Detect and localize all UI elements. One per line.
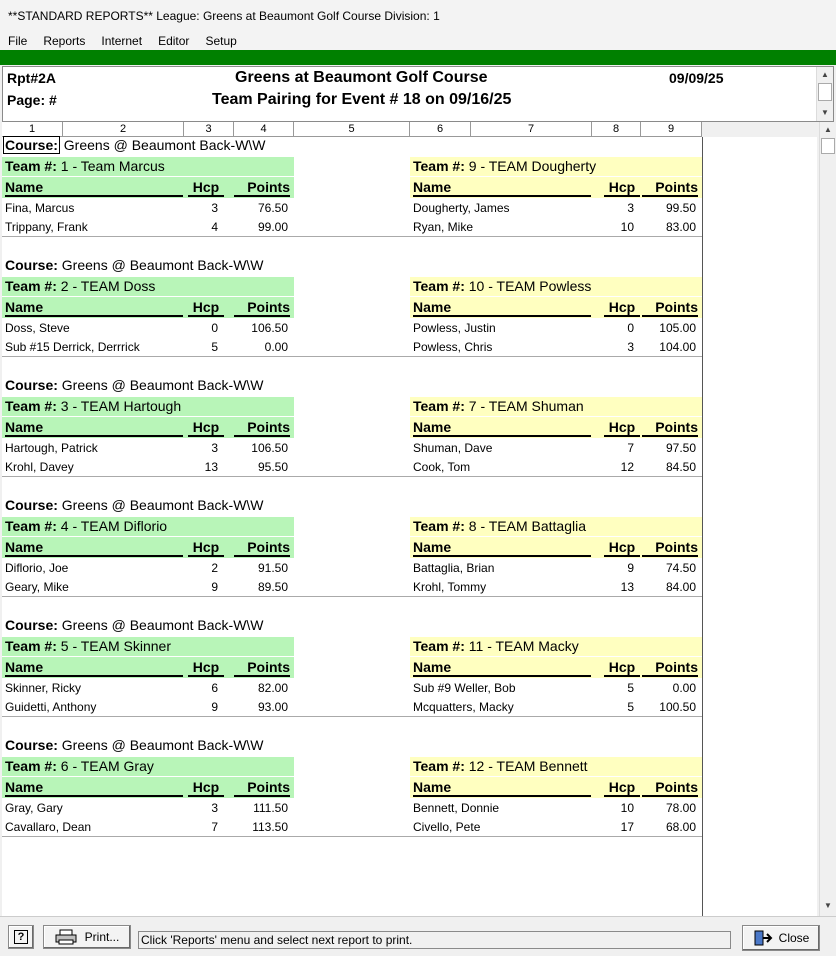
name-heading: Name: [413, 299, 591, 317]
report-id: Rpt#2A: [7, 70, 57, 86]
team-header: [410, 637, 702, 656]
points-heading: Points: [234, 779, 290, 797]
player-name: Civello, Pete: [413, 820, 481, 834]
player-row: [410, 218, 702, 237]
team-header: [410, 157, 702, 176]
course-label: Course:: [5, 137, 58, 153]
player-hcp: 3: [627, 340, 634, 354]
column-header: 4: [234, 122, 294, 136]
course-name: Greens @ Beaumont Back-W\W: [61, 617, 264, 633]
player-name: Gray, Gary: [5, 801, 63, 815]
hcp-heading: Hcp: [188, 539, 224, 557]
points-heading: Points: [642, 299, 698, 317]
player-row: [2, 218, 294, 237]
player-row: [410, 559, 702, 578]
player-hcp: 9: [627, 561, 634, 575]
team-label: Team #:: [413, 518, 465, 534]
column-headings: [2, 657, 294, 678]
name-heading: Name: [5, 419, 183, 437]
close-button[interactable]: [742, 925, 820, 951]
column-headings: [410, 657, 702, 678]
player-points: 113.50: [252, 820, 288, 834]
column-header: 3: [184, 122, 234, 136]
name-heading: Name: [5, 299, 183, 317]
course-line: [5, 137, 266, 153]
player-name: Diflorio, Joe: [5, 561, 69, 575]
player-row: [410, 679, 702, 698]
column-headings: [2, 777, 294, 798]
player-name: Cook, Tom: [413, 460, 471, 474]
column-header: 1: [2, 122, 63, 136]
player-hcp: 12: [620, 460, 634, 474]
player-name: Powless, Justin: [413, 321, 496, 335]
team-name: 11 - TEAM Macky: [468, 638, 579, 654]
name-heading: Name: [413, 179, 591, 197]
header-scrollbar[interactable]: [816, 67, 833, 121]
player-name: Dougherty, James: [413, 201, 510, 215]
player-name: Krohl, Tommy: [413, 580, 487, 594]
player-row: [2, 319, 294, 338]
menu-reports[interactable]: Reports: [43, 34, 86, 48]
column-headings: [410, 777, 702, 798]
status-message: Click 'Reports' menu and select next report to print.: [138, 931, 731, 949]
player-row: [410, 698, 702, 717]
player-name: Sub #15 Derrick, Derrrick: [5, 340, 140, 354]
column-headings: [410, 417, 702, 438]
player-name: Krohl, Davey: [5, 460, 74, 474]
points-heading: Points: [642, 779, 698, 797]
course-name: Greens @ Beaumont Back-W\W: [61, 497, 264, 513]
points-heading: Points: [642, 179, 698, 197]
player-hcp: 10: [620, 220, 634, 234]
scroll-down-icon[interactable]: ▼: [824, 901, 832, 910]
team-label: Team #:: [413, 758, 465, 774]
pairing-block: [2, 137, 702, 237]
column-ruler: [2, 122, 702, 137]
player-name: Doss, Steve: [5, 321, 70, 335]
player-points: 97.50: [665, 441, 696, 455]
accent-bar: [0, 50, 836, 65]
print-label: Print...: [84, 930, 120, 944]
player-row: [2, 698, 294, 717]
team-header: [410, 397, 702, 416]
column-header: 7: [471, 122, 592, 136]
player-hcp: 7: [211, 820, 218, 834]
player-hcp: 3: [211, 801, 218, 815]
points-heading: Points: [642, 419, 698, 437]
player-row: [410, 439, 702, 458]
player-hcp: 5: [627, 681, 634, 695]
hcp-heading: Hcp: [604, 179, 640, 197]
pairing-block: [2, 737, 702, 837]
player-hcp: 9: [211, 580, 218, 594]
course-name: Greens @ Beaumont Back-W\W: [61, 257, 264, 273]
column-header: 5: [294, 122, 410, 136]
team-name: 2 - TEAM Doss: [60, 278, 156, 294]
hcp-heading: Hcp: [604, 299, 640, 317]
player-row: [410, 578, 702, 597]
player-hcp: 4: [211, 220, 218, 234]
hcp-heading: Hcp: [188, 299, 224, 317]
player-points: 95.50: [257, 460, 288, 474]
scroll-down-icon[interactable]: ▼: [821, 108, 829, 117]
name-heading: Name: [413, 539, 591, 557]
player-points: 68.00: [665, 820, 696, 834]
team-label: Team #:: [5, 518, 57, 534]
player-name: Mcquatters, Macky: [413, 700, 514, 714]
column-header: 9: [641, 122, 702, 136]
report-subtitle: Team Pairing for Event # 18 on 09/16/25: [212, 91, 512, 108]
player-points: 89.50: [257, 580, 288, 594]
column-headings: [410, 177, 702, 198]
player-points: 0.00: [672, 681, 696, 695]
player-row: [410, 199, 702, 218]
course-label: Course:: [5, 377, 58, 393]
team-header: [2, 757, 294, 776]
player-row: [2, 578, 294, 597]
report-title: Greens at Beaumont Golf Course: [235, 69, 488, 86]
player-row: [2, 818, 294, 837]
player-name: Skinner, Ricky: [5, 681, 82, 695]
player-points: 105.00: [659, 321, 696, 335]
player-row: [2, 559, 294, 578]
course-label: Course:: [5, 497, 58, 513]
team-label: Team #:: [5, 278, 57, 294]
player-points: 100.50: [659, 700, 696, 714]
team-header: [410, 517, 702, 536]
course-line: [5, 617, 264, 633]
hcp-heading: Hcp: [188, 179, 224, 197]
player-hcp: 17: [620, 820, 634, 834]
team-header: [410, 757, 702, 776]
player-points: 99.00: [257, 220, 288, 234]
course-label: Course:: [5, 257, 58, 273]
player-name: Sub #9 Weller, Bob: [413, 681, 516, 695]
team-name: 10 - TEAM Powless: [468, 278, 592, 294]
player-points: 111.50: [253, 801, 288, 815]
player-name: Bennett, Donnie: [413, 801, 500, 815]
player-points: 99.50: [665, 201, 696, 215]
player-points: 106.50: [251, 321, 288, 335]
pairing-block: [2, 257, 702, 357]
pairing-block: [2, 617, 702, 717]
team-label: Team #:: [413, 638, 465, 654]
course-label: Course:: [5, 617, 58, 633]
player-name: Geary, Mike: [5, 580, 69, 594]
team-name: 8 - TEAM Battaglia: [468, 518, 587, 534]
player-hcp: 13: [204, 460, 218, 474]
course-line: [5, 257, 264, 273]
player-points: 83.00: [665, 220, 696, 234]
print-button[interactable]: [43, 925, 131, 949]
hcp-heading: Hcp: [604, 419, 640, 437]
team-header: [410, 277, 702, 296]
team-label: Team #:: [413, 398, 465, 414]
hcp-heading: Hcp: [188, 419, 224, 437]
player-row: [2, 199, 294, 218]
column-headings: [2, 537, 294, 558]
hcp-heading: Hcp: [604, 659, 640, 677]
column-headings: [2, 297, 294, 318]
course-name: Greens @ Beaumont Back-W\W: [61, 737, 264, 753]
player-hcp: 6: [211, 681, 218, 695]
hcp-heading: Hcp: [188, 779, 224, 797]
report-body: [2, 137, 817, 916]
team-label: Team #:: [5, 158, 57, 174]
team-label: Team #:: [413, 158, 465, 174]
player-row: [410, 319, 702, 338]
player-row: [2, 338, 294, 357]
team-header: [2, 517, 294, 536]
player-points: 0.00: [264, 340, 288, 354]
course-name: Greens @ Beaumont Back-W\W: [63, 137, 266, 153]
team-header: [2, 157, 294, 176]
team-header: [2, 397, 294, 416]
player-hcp: 3: [627, 201, 634, 215]
player-hcp: 0: [211, 321, 218, 335]
team-label: Team #:: [413, 278, 465, 294]
pairing-block: [2, 497, 702, 597]
page-label: Page: #: [7, 92, 57, 108]
column-headings: [2, 417, 294, 438]
team-name: 5 - TEAM Skinner: [60, 638, 171, 654]
printer-icon: [55, 929, 77, 945]
name-heading: Name: [5, 779, 183, 797]
player-hcp: 5: [211, 340, 218, 354]
hcp-heading: Hcp: [188, 659, 224, 677]
team-name: 6 - TEAM Gray: [60, 758, 154, 774]
column-headings: [410, 537, 702, 558]
team-label: Team #:: [5, 638, 57, 654]
close-label: Close: [778, 931, 810, 945]
player-name: Powless, Chris: [413, 340, 493, 354]
player-row: [410, 818, 702, 837]
course-name: Greens @ Beaumont Back-W\W: [61, 377, 264, 393]
player-hcp: 7: [627, 441, 634, 455]
player-points: 76.50: [257, 201, 288, 215]
course-line: [5, 497, 264, 513]
name-heading: Name: [5, 539, 183, 557]
hcp-heading: Hcp: [604, 539, 640, 557]
team-label: Team #:: [5, 758, 57, 774]
player-hcp: 0: [627, 321, 634, 335]
player-hcp: 5: [627, 700, 634, 714]
team-header: [2, 277, 294, 296]
team-name: 4 - TEAM Diflorio: [60, 518, 168, 534]
course-line: [5, 737, 264, 753]
points-heading: Points: [642, 659, 698, 677]
player-row: [410, 458, 702, 477]
menu-file[interactable]: File: [8, 34, 28, 48]
exit-door-icon: [753, 929, 773, 947]
player-row: [2, 458, 294, 477]
report-header: [2, 66, 834, 122]
team-name: 3 - TEAM Hartough: [60, 398, 182, 414]
column-header: 2: [63, 122, 184, 136]
name-heading: Name: [413, 659, 591, 677]
team-label: Team #:: [5, 398, 57, 414]
player-row: [410, 338, 702, 357]
team-name: 12 - TEAM Bennett: [468, 758, 588, 774]
pairing-block: [2, 377, 702, 477]
player-hcp: 9: [211, 700, 218, 714]
report-scrollbar[interactable]: [819, 122, 836, 916]
name-heading: Name: [413, 779, 591, 797]
player-points: 82.00: [257, 681, 288, 695]
team-name: 7 - TEAM Shuman: [468, 398, 584, 414]
page-edge: [702, 137, 703, 916]
report-date: 09/09/25: [669, 70, 724, 86]
help-button[interactable]: [8, 925, 34, 949]
help-icon: ?: [14, 930, 28, 944]
player-hcp: 3: [211, 441, 218, 455]
player-name: Hartough, Patrick: [5, 441, 98, 455]
scroll-thumb[interactable]: [818, 83, 832, 101]
player-row: [2, 799, 294, 818]
player-name: Fina, Marcus: [5, 201, 75, 215]
player-points: 93.00: [257, 700, 288, 714]
player-name: Battaglia, Brian: [413, 561, 495, 575]
points-heading: Points: [234, 419, 290, 437]
column-headings: [2, 177, 294, 198]
window-title: **STANDARD REPORTS** League: Greens at Beaumont Golf Course Division: 1: [0, 0, 836, 32]
team-header: [2, 637, 294, 656]
player-row: [2, 439, 294, 458]
player-name: Ryan, Mike: [413, 220, 474, 234]
points-heading: Points: [234, 299, 290, 317]
name-heading: Name: [413, 419, 591, 437]
player-points: 84.50: [665, 460, 696, 474]
player-row: [2, 679, 294, 698]
course-line: [5, 377, 264, 393]
column-headings: [410, 297, 702, 318]
player-points: 91.50: [257, 561, 288, 575]
menu-bar: [0, 32, 836, 50]
player-row: [410, 799, 702, 818]
player-hcp: 13: [620, 580, 634, 594]
team-name: 9 - TEAM Dougherty: [468, 158, 597, 174]
player-hcp: 3: [211, 201, 218, 215]
menu-editor[interactable]: Editor: [158, 34, 190, 48]
scroll-thumb[interactable]: [821, 138, 835, 154]
name-heading: Name: [5, 659, 183, 677]
player-hcp: 2: [211, 561, 218, 575]
player-points: 104.00: [659, 340, 696, 354]
name-heading: Name: [5, 179, 183, 197]
team-name: 1 - Team Marcus: [60, 158, 165, 174]
course-label: Course:: [5, 737, 58, 753]
menu-setup[interactable]: Setup: [205, 34, 237, 48]
player-points: 74.50: [665, 561, 696, 575]
scroll-up-icon[interactable]: ▲: [821, 70, 829, 79]
column-header: 6: [410, 122, 471, 136]
player-name: Cavallaro, Dean: [5, 820, 92, 834]
player-hcp: 10: [620, 801, 634, 815]
column-header: 8: [592, 122, 641, 136]
player-name: Trippany, Frank: [5, 220, 88, 234]
points-heading: Points: [234, 659, 290, 677]
hcp-heading: Hcp: [604, 779, 640, 797]
status-bar: [0, 916, 836, 956]
points-heading: Points: [642, 539, 698, 557]
points-heading: Points: [234, 179, 290, 197]
player-name: Shuman, Dave: [413, 441, 493, 455]
scroll-up-icon[interactable]: ▲: [824, 125, 832, 134]
player-points: 78.00: [665, 801, 696, 815]
player-points: 106.50: [251, 441, 288, 455]
player-points: 84.00: [665, 580, 696, 594]
menu-internet[interactable]: Internet: [101, 34, 143, 48]
player-name: Guidetti, Anthony: [5, 700, 97, 714]
points-heading: Points: [234, 539, 290, 557]
